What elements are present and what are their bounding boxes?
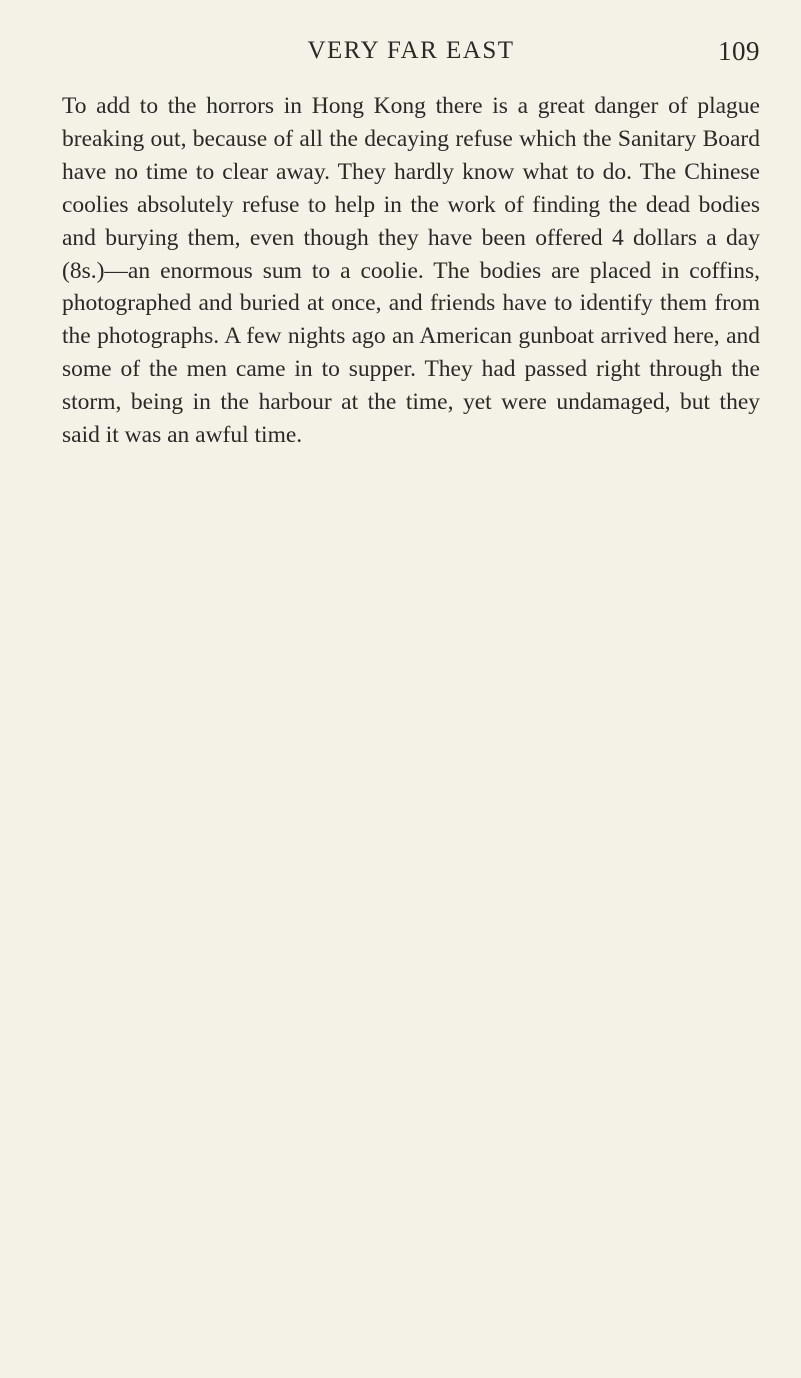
running-title: VERY FAR EAST — [307, 37, 515, 64]
running-head — [62, 34, 760, 74]
body-paragraph: To add to the horrors in Hong Kong there is a great danger of plague breaking out, because of all the decaying refuse which the Sanitary Board have no time to clear away. They hardly know what to do. The Chinese coolies absolutely refuse to help in the work of finding the dead bodies and burying them, even though they have been offered 4 dollars a day (8s.)—an enormous sum to a coolie. The bodies are placed in coffins, photographed and buried at once, and friends have to identify them from the photographs. A few nights ago an American gunboat arrived here, and some of the men came in to supper. They had passed right through the storm, being in the harbour at the time, yet were undamaged, but they said it was an awful time. — [62, 93, 760, 449]
page-number: 109 — [718, 36, 760, 66]
